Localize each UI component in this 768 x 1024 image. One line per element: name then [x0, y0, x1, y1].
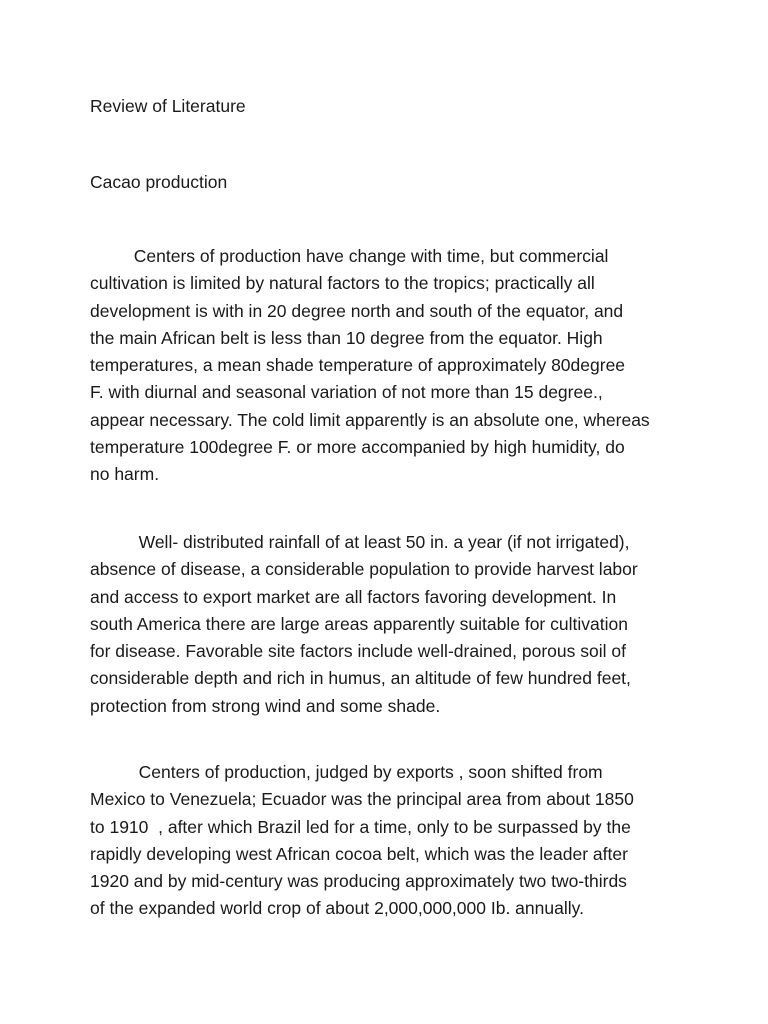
paragraph-line: Centers of production, judged by exports , soon shifted from: [90, 762, 603, 782]
paragraph-line: south America there are large areas apparently suitable for cultivation: [90, 613, 628, 634]
section-title: Cacao production: [90, 172, 228, 192]
document-title: Review of Literature: [90, 96, 246, 116]
paragraph-line: Well- distributed rainfall of at least 50 in. a year (if not irrigated),: [90, 532, 630, 552]
body-paragraph: [90, 529, 682, 720]
paragraph-line: to 1910 , after which Brazil led for a time, only to be surpassed by the: [90, 816, 631, 837]
body-paragraph: [90, 243, 682, 489]
paragraph-line: development is with in 20 degree north and south of the equator, and: [90, 300, 624, 321]
body-paragraph: [90, 759, 682, 923]
paragraph-line: temperatures, a mean shade temperature of approximately 80degree: [90, 355, 626, 376]
paragraph-line: Mexico to Venezuela; Ecuador was the principal area from about 1850: [90, 789, 634, 810]
paragraph-line: F. with diurnal and seasonal variation of not more than 15 degree.,: [90, 382, 603, 403]
paragraph-line: Centers of production have change with time, but commercial: [90, 246, 609, 266]
paragraph-line: considerable depth and rich in humus, an altitude of few hundred feet,: [90, 668, 631, 689]
paragraph-line: protection from strong wind and some shade.: [90, 695, 441, 716]
paragraph-line: absence of disease, a considerable population to provide harvest labor: [90, 559, 638, 580]
paragraph-line: the main African belt is less than 10 degree from the equator. High: [90, 327, 603, 348]
paragraph-line: for disease. Favorable site factors include well-drained, porous soil of: [90, 641, 626, 662]
paragraph-line: 1920 and by mid-century was producing approximately two two-thirds: [90, 871, 627, 892]
paragraph-line: rapidly developing west African cocoa belt, which was the leader after: [90, 843, 628, 864]
paragraph-line: appear necessary. The cold limit apparently is an absolute one, whereas: [90, 409, 650, 430]
paragraph-line: no harm.: [90, 464, 160, 485]
paragraph-line: temperature 100degree F. or more accompanied by high humidity, do: [90, 437, 625, 458]
paragraph-line: and access to export market are all factors favoring development. In: [90, 586, 617, 607]
paragraph-line: cultivation is limited by natural factors to the tropics; practically all: [90, 273, 595, 294]
paragraph-line: of the expanded world crop of about 2,000,000,000 Ib. annually.: [90, 898, 584, 919]
